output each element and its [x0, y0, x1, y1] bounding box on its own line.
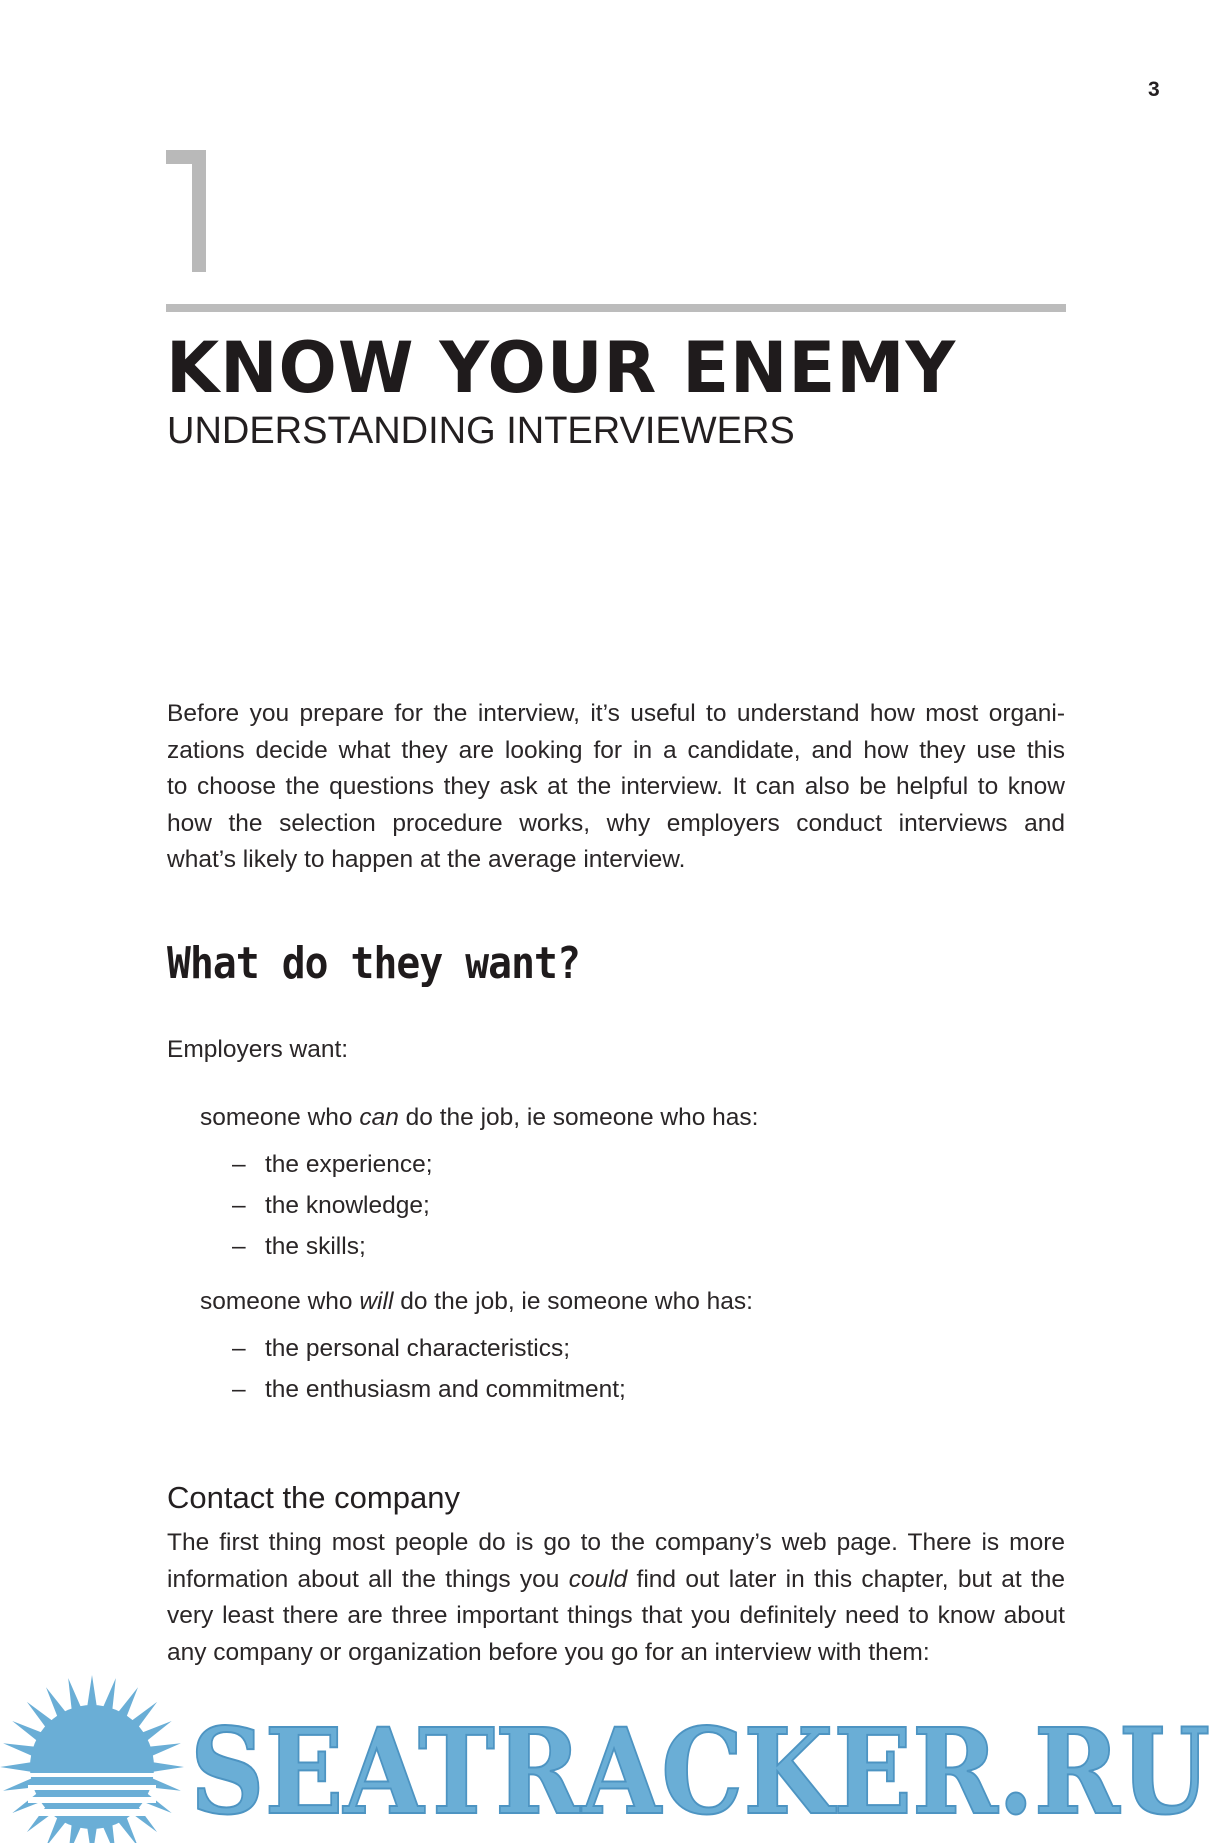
dash-marker: – [232, 1335, 246, 1362]
contact-line: The first thing most people do is go to the company’s web page. There is more [167, 1529, 1065, 1556]
lead-text: someone who [200, 1288, 360, 1315]
employers-want-text: Employers want: [167, 1036, 349, 1063]
sun-stripe [28, 1785, 156, 1790]
will-do-list [232, 1335, 626, 1417]
chapter-subtitle: UNDERSTANDING INTERVIEWERS [167, 410, 795, 452]
list-item-text: the personal characteristics; [265, 1335, 571, 1362]
intro-paragraph [167, 696, 1065, 879]
contact-line: any company or organization before you go for an interview with them: [167, 1638, 930, 1666]
intro-line: Before you prepare for the interview, it’s useful to understand how most organi- [167, 700, 1065, 727]
will-do-lead [200, 1288, 753, 1316]
contact-line [167, 1562, 1065, 1599]
can-do-list [232, 1151, 433, 1274]
chapter-number [166, 150, 206, 272]
sun-icon [0, 1675, 184, 1843]
dash-marker: – [232, 1192, 246, 1219]
chapter-rule [166, 304, 1066, 312]
watermark-text: SEATRACKER.RU [190, 1702, 1210, 1841]
lead-text: do the job, ie someone who has: [398, 1104, 759, 1131]
list-item [232, 1192, 433, 1233]
sun-ray [87, 1675, 97, 1709]
sun-ray [150, 1762, 184, 1772]
chapter-title: KNOW YOUR ENEMY [166, 327, 957, 409]
lead-text: do the job, ie someone who has: [393, 1288, 753, 1315]
list-item-text: the experience; [265, 1151, 433, 1178]
sun-stripe [28, 1797, 156, 1803]
list-item-text: the skills; [265, 1233, 366, 1260]
intro-line: how the selection procedure works, why employers conduct interviews and [167, 809, 1065, 837]
contact-heading: Contact the company [167, 1480, 460, 1515]
contact-text: information about all the things you [167, 1565, 569, 1593]
intro-line: to choose the questions they ask at the interview. It can also be helpful to know [167, 773, 1065, 800]
dash-marker: – [232, 1151, 246, 1178]
watermark [0, 1665, 1229, 1843]
list-item-text: the enthusiasm and commitment; [265, 1376, 626, 1403]
sun-ray [0, 1762, 34, 1772]
list-item [232, 1151, 433, 1192]
list-item [232, 1376, 626, 1417]
contact-emphasis: could [568, 1565, 628, 1593]
dash-marker: – [232, 1233, 246, 1260]
contact-line: very least there are three important things that you definitely need to know about [167, 1602, 1065, 1629]
lead-emphasis: can [359, 1104, 399, 1131]
list-item-text: the knowledge; [265, 1192, 430, 1219]
list-item [232, 1233, 433, 1274]
section-heading: What do they want? [167, 938, 580, 989]
contact-text: find out later in this chapter, but at the [627, 1565, 1065, 1593]
sun-stripe [28, 1809, 156, 1816]
contact-paragraph [167, 1525, 1065, 1671]
lead-emphasis: will [359, 1288, 394, 1315]
intro-line: zations decide what they are looking for in a candidate, and how they use this [167, 736, 1065, 764]
sun-stripe [28, 1773, 156, 1777]
lead-text: someone who [200, 1104, 360, 1131]
page-number: 3 [1148, 78, 1160, 101]
dash-marker: – [232, 1376, 246, 1403]
can-do-lead [200, 1104, 758, 1132]
intro-line: what’s likely to happen at the average interview. [167, 846, 686, 873]
list-item [232, 1335, 626, 1376]
